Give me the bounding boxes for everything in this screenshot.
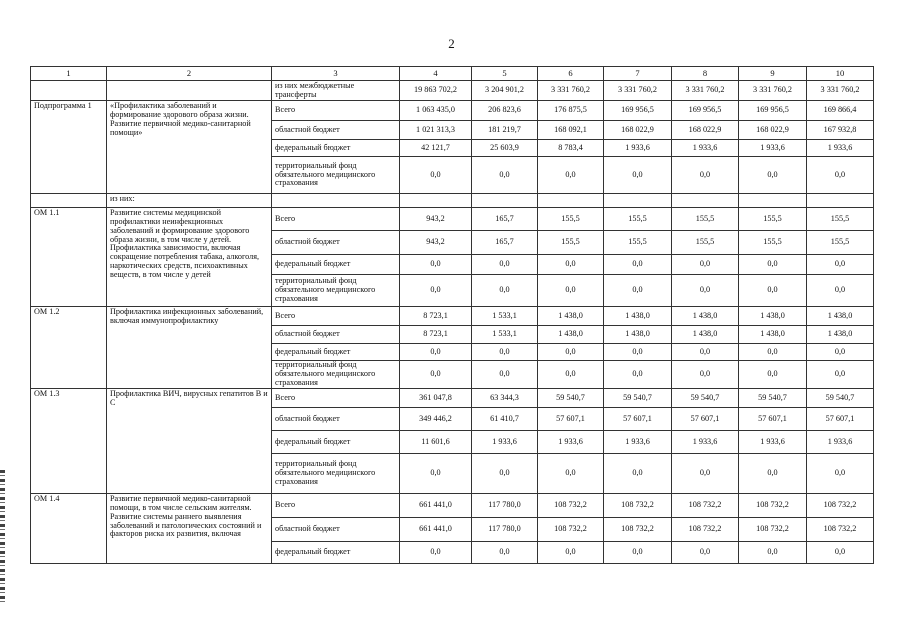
funding-source-label: областной бюджет [272,121,400,140]
amount-cell: 117 780,0 [472,518,538,542]
amount-cell: 1 933,6 [739,431,807,454]
amount-cell: 181 219,7 [472,121,538,140]
amount-cell: 3 331 760,2 [604,81,672,101]
program-code: Подпрограмма 1 [31,101,107,194]
amount-cell: 108 732,2 [807,518,874,542]
amount-cell: 168 022,9 [604,121,672,140]
amount-cell: 0,0 [807,344,874,361]
amount-cell: 0,0 [807,361,874,389]
amount-cell: 3 331 760,2 [807,81,874,101]
amount-cell: 8 783,4 [538,140,604,157]
amount-cell: 61 410,7 [472,408,538,431]
empty-cell [739,194,807,208]
program-description: Развитие системы медицинской профилактики неинфекционных заболеваний и формирование здорового образа жизни, в том числе у детей. Профилактика зависимости, включая сокращение потребления табака, алкоголя, наркотических средств, психоактивных веществ, в том числе у детей [107,208,272,307]
amount-cell: 3 331 760,2 [538,81,604,101]
amount-cell: 176 875,5 [538,101,604,121]
amount-cell: 0,0 [538,361,604,389]
amount-cell: 1 933,6 [807,431,874,454]
amount-cell: 1 438,0 [538,326,604,344]
amount-cell: 1 438,0 [604,307,672,326]
empty-cell [672,194,739,208]
amount-cell: 0,0 [807,157,874,194]
amount-cell: 349 446,2 [400,408,472,431]
funding-source-label: Всего [272,389,400,408]
column-number: 1 [31,67,107,81]
funding-source-label: областной бюджет [272,326,400,344]
empty-code-cell [31,81,107,101]
program-code: ОМ 1.1 [31,208,107,307]
amount-cell: 59 540,7 [739,389,807,408]
amount-cell: 3 331 760,2 [739,81,807,101]
funding-source-label: территориальный фонд обязательного медицинского страхования [272,157,400,194]
amount-cell: 1 438,0 [604,326,672,344]
amount-cell: 169 956,5 [739,101,807,121]
amount-cell: 0,0 [739,255,807,275]
funding-source-label: федеральный бюджет [272,140,400,157]
column-number: 4 [400,67,472,81]
empty-cell [272,194,400,208]
amount-cell: 0,0 [604,157,672,194]
amount-cell: 155,5 [538,231,604,255]
amount-cell: 0,0 [538,255,604,275]
page-number: 2 [448,36,455,51]
amount-cell: 0,0 [472,542,538,564]
amount-cell: 1 438,0 [538,307,604,326]
funding-source-label: федеральный бюджет [272,255,400,275]
amount-cell: 108 732,2 [807,494,874,518]
amount-cell: 117 780,0 [472,494,538,518]
column-number: 6 [538,67,604,81]
program-code: ОМ 1.3 [31,389,107,494]
amount-cell: 25 603,9 [472,140,538,157]
amount-cell: 0,0 [739,344,807,361]
column-number: 10 [807,67,874,81]
table-row [31,494,874,518]
amount-cell: 165,7 [472,208,538,231]
table-row [31,101,874,121]
amount-cell: 0,0 [400,542,472,564]
amount-cell: 3 204 901,2 [472,81,538,101]
amount-cell: 661 441,0 [400,518,472,542]
empty-cell [538,194,604,208]
amount-cell: 169 956,5 [604,101,672,121]
amount-cell: 1 438,0 [739,326,807,344]
amount-cell: 0,0 [672,361,739,389]
amount-cell: 1 438,0 [739,307,807,326]
amount-cell: 0,0 [739,275,807,307]
amount-cell: 57 607,1 [604,408,672,431]
amount-cell: 0,0 [739,542,807,564]
funding-source-label: территориальный фонд обязательного медицинского страхования [272,275,400,307]
amount-cell: 206 823,6 [472,101,538,121]
table-row [31,307,874,326]
funding-source-label: Всего [272,307,400,326]
empty-description-cell [107,81,272,101]
funding-source-label: территориальный фонд обязательного медицинского страхования [272,454,400,494]
amount-cell: 59 540,7 [538,389,604,408]
amount-cell: 0,0 [604,542,672,564]
amount-cell: 169 956,5 [672,101,739,121]
amount-cell: 1 063 435,0 [400,101,472,121]
funding-source-label: областной бюджет [272,408,400,431]
amount-cell: 1 933,6 [672,140,739,157]
amount-cell: 0,0 [739,361,807,389]
amount-cell: 155,5 [807,208,874,231]
amount-cell: 1 933,6 [672,431,739,454]
amount-cell: 169 866,4 [807,101,874,121]
amount-cell: 361 047,8 [400,389,472,408]
amount-cell: 8 723,1 [400,326,472,344]
program-code: ОМ 1.2 [31,307,107,389]
amount-cell: 59 540,7 [672,389,739,408]
amount-cell: 108 732,2 [672,494,739,518]
program-description: Профилактика ВИЧ, вирусных гепатитов В и С [107,389,272,494]
amount-cell: 0,0 [538,344,604,361]
amount-cell: 0,0 [604,454,672,494]
amount-cell: 108 732,2 [739,494,807,518]
column-number: 9 [739,67,807,81]
amount-cell: 108 732,2 [538,494,604,518]
funding-source-label: территориальный фонд обязательного медицинского страхования [272,361,400,389]
funding-source-label: областной бюджет [272,518,400,542]
amount-cell: 1 933,6 [807,140,874,157]
amount-cell: 0,0 [472,157,538,194]
amount-cell: 155,5 [604,208,672,231]
amount-cell: 0,0 [604,255,672,275]
amount-cell: 0,0 [604,361,672,389]
amount-cell: 1 933,6 [739,140,807,157]
funding-source-label: федеральный бюджет [272,344,400,361]
table-row [31,389,874,408]
amount-cell: 108 732,2 [604,518,672,542]
amount-cell: 943,2 [400,231,472,255]
amount-cell: 155,5 [739,208,807,231]
amount-cell: 943,2 [400,208,472,231]
subheader-row [31,194,874,208]
amount-cell: 0,0 [400,275,472,307]
amount-cell: 155,5 [739,231,807,255]
amount-cell: 0,0 [672,157,739,194]
funding-source-label: из них межбюджетные трансферты [272,81,400,101]
amount-cell: 0,0 [807,255,874,275]
funding-source-label: Всего [272,208,400,231]
amount-cell: 165,7 [472,231,538,255]
amount-cell: 63 344,3 [472,389,538,408]
subheader-label: из них: [107,194,272,208]
scan-edge-artifact [0,470,5,605]
amount-cell: 57 607,1 [672,408,739,431]
amount-cell: 167 932,8 [807,121,874,140]
amount-cell: 108 732,2 [538,518,604,542]
amount-cell: 1 438,0 [672,307,739,326]
amount-cell: 0,0 [472,454,538,494]
amount-cell: 0,0 [472,255,538,275]
amount-cell: 155,5 [604,231,672,255]
column-number: 8 [672,67,739,81]
amount-cell: 57 607,1 [739,408,807,431]
amount-cell: 155,5 [538,208,604,231]
empty-code-cell [31,194,107,208]
program-description: Профилактика инфекционных заболеваний, включая иммунопрофилактику [107,307,272,389]
amount-cell: 0,0 [672,255,739,275]
column-number: 7 [604,67,672,81]
amount-cell: 1 438,0 [807,307,874,326]
amount-cell: 0,0 [739,454,807,494]
amount-cell: 0,0 [807,542,874,564]
budget-table [30,66,874,564]
amount-cell: 155,5 [807,231,874,255]
amount-cell: 3 331 760,2 [672,81,739,101]
amount-cell: 0,0 [672,542,739,564]
amount-cell: 155,5 [672,208,739,231]
amount-cell: 0,0 [538,454,604,494]
amount-cell: 0,0 [672,275,739,307]
empty-cell [604,194,672,208]
amount-cell: 0,0 [807,275,874,307]
amount-cell: 0,0 [604,344,672,361]
amount-cell: 1 438,0 [807,326,874,344]
funding-source-label: областной бюджет [272,231,400,255]
amount-cell: 0,0 [538,157,604,194]
amount-cell: 1 933,6 [472,431,538,454]
empty-cell [807,194,874,208]
amount-cell: 0,0 [672,454,739,494]
column-number: 3 [272,67,400,81]
amount-cell: 108 732,2 [739,518,807,542]
column-number-row [31,67,874,81]
amount-cell: 155,5 [672,231,739,255]
program-code: ОМ 1.4 [31,494,107,564]
amount-cell: 0,0 [807,454,874,494]
amount-cell: 0,0 [400,344,472,361]
amount-cell: 0,0 [538,542,604,564]
amount-cell: 108 732,2 [604,494,672,518]
amount-cell: 1 438,0 [672,326,739,344]
program-description: «Профилактика заболеваний и формирование здорового образа жизни. Развитие первичной медико-санитарной помощи» [107,101,272,194]
amount-cell: 59 540,7 [604,389,672,408]
amount-cell: 1 533,1 [472,307,538,326]
amount-cell: 0,0 [672,344,739,361]
empty-cell [400,194,472,208]
column-number: 2 [107,67,272,81]
amount-cell: 0,0 [472,344,538,361]
amount-cell: 168 022,9 [672,121,739,140]
amount-cell: 0,0 [739,157,807,194]
amount-cell: 0,0 [472,275,538,307]
amount-cell: 0,0 [472,361,538,389]
amount-cell: 8 723,1 [400,307,472,326]
amount-cell: 11 601,6 [400,431,472,454]
funding-source-label: федеральный бюджет [272,431,400,454]
amount-cell: 57 607,1 [538,408,604,431]
funding-source-label: Всего [272,101,400,121]
amount-cell: 168 092,1 [538,121,604,140]
amount-cell: 108 732,2 [672,518,739,542]
amount-cell: 168 022,9 [739,121,807,140]
amount-cell: 661 441,0 [400,494,472,518]
amount-cell: 1 933,6 [604,431,672,454]
empty-cell [472,194,538,208]
table-row [31,81,874,101]
program-description: Развитие первичной медико-санитарной помощи, в том числе сельским жителям. Развитие системы раннего выявления заболеваний и патологических состояний и факторов риска их развития, включая [107,494,272,564]
amount-cell: 0,0 [400,157,472,194]
amount-cell: 42 121,7 [400,140,472,157]
amount-cell: 1 933,6 [538,431,604,454]
funding-source-label: Всего [272,494,400,518]
amount-cell: 0,0 [538,275,604,307]
table-body [31,67,874,564]
amount-cell: 1 533,1 [472,326,538,344]
amount-cell: 19 863 702,2 [400,81,472,101]
amount-cell: 0,0 [604,275,672,307]
amount-cell: 0,0 [400,361,472,389]
column-number: 5 [472,67,538,81]
amount-cell: 59 540,7 [807,389,874,408]
amount-cell: 0,0 [400,454,472,494]
funding-source-label: федеральный бюджет [272,542,400,564]
amount-cell: 1 021 313,3 [400,121,472,140]
amount-cell: 57 607,1 [807,408,874,431]
amount-cell: 0,0 [400,255,472,275]
table-row [31,208,874,231]
amount-cell: 1 933,6 [604,140,672,157]
